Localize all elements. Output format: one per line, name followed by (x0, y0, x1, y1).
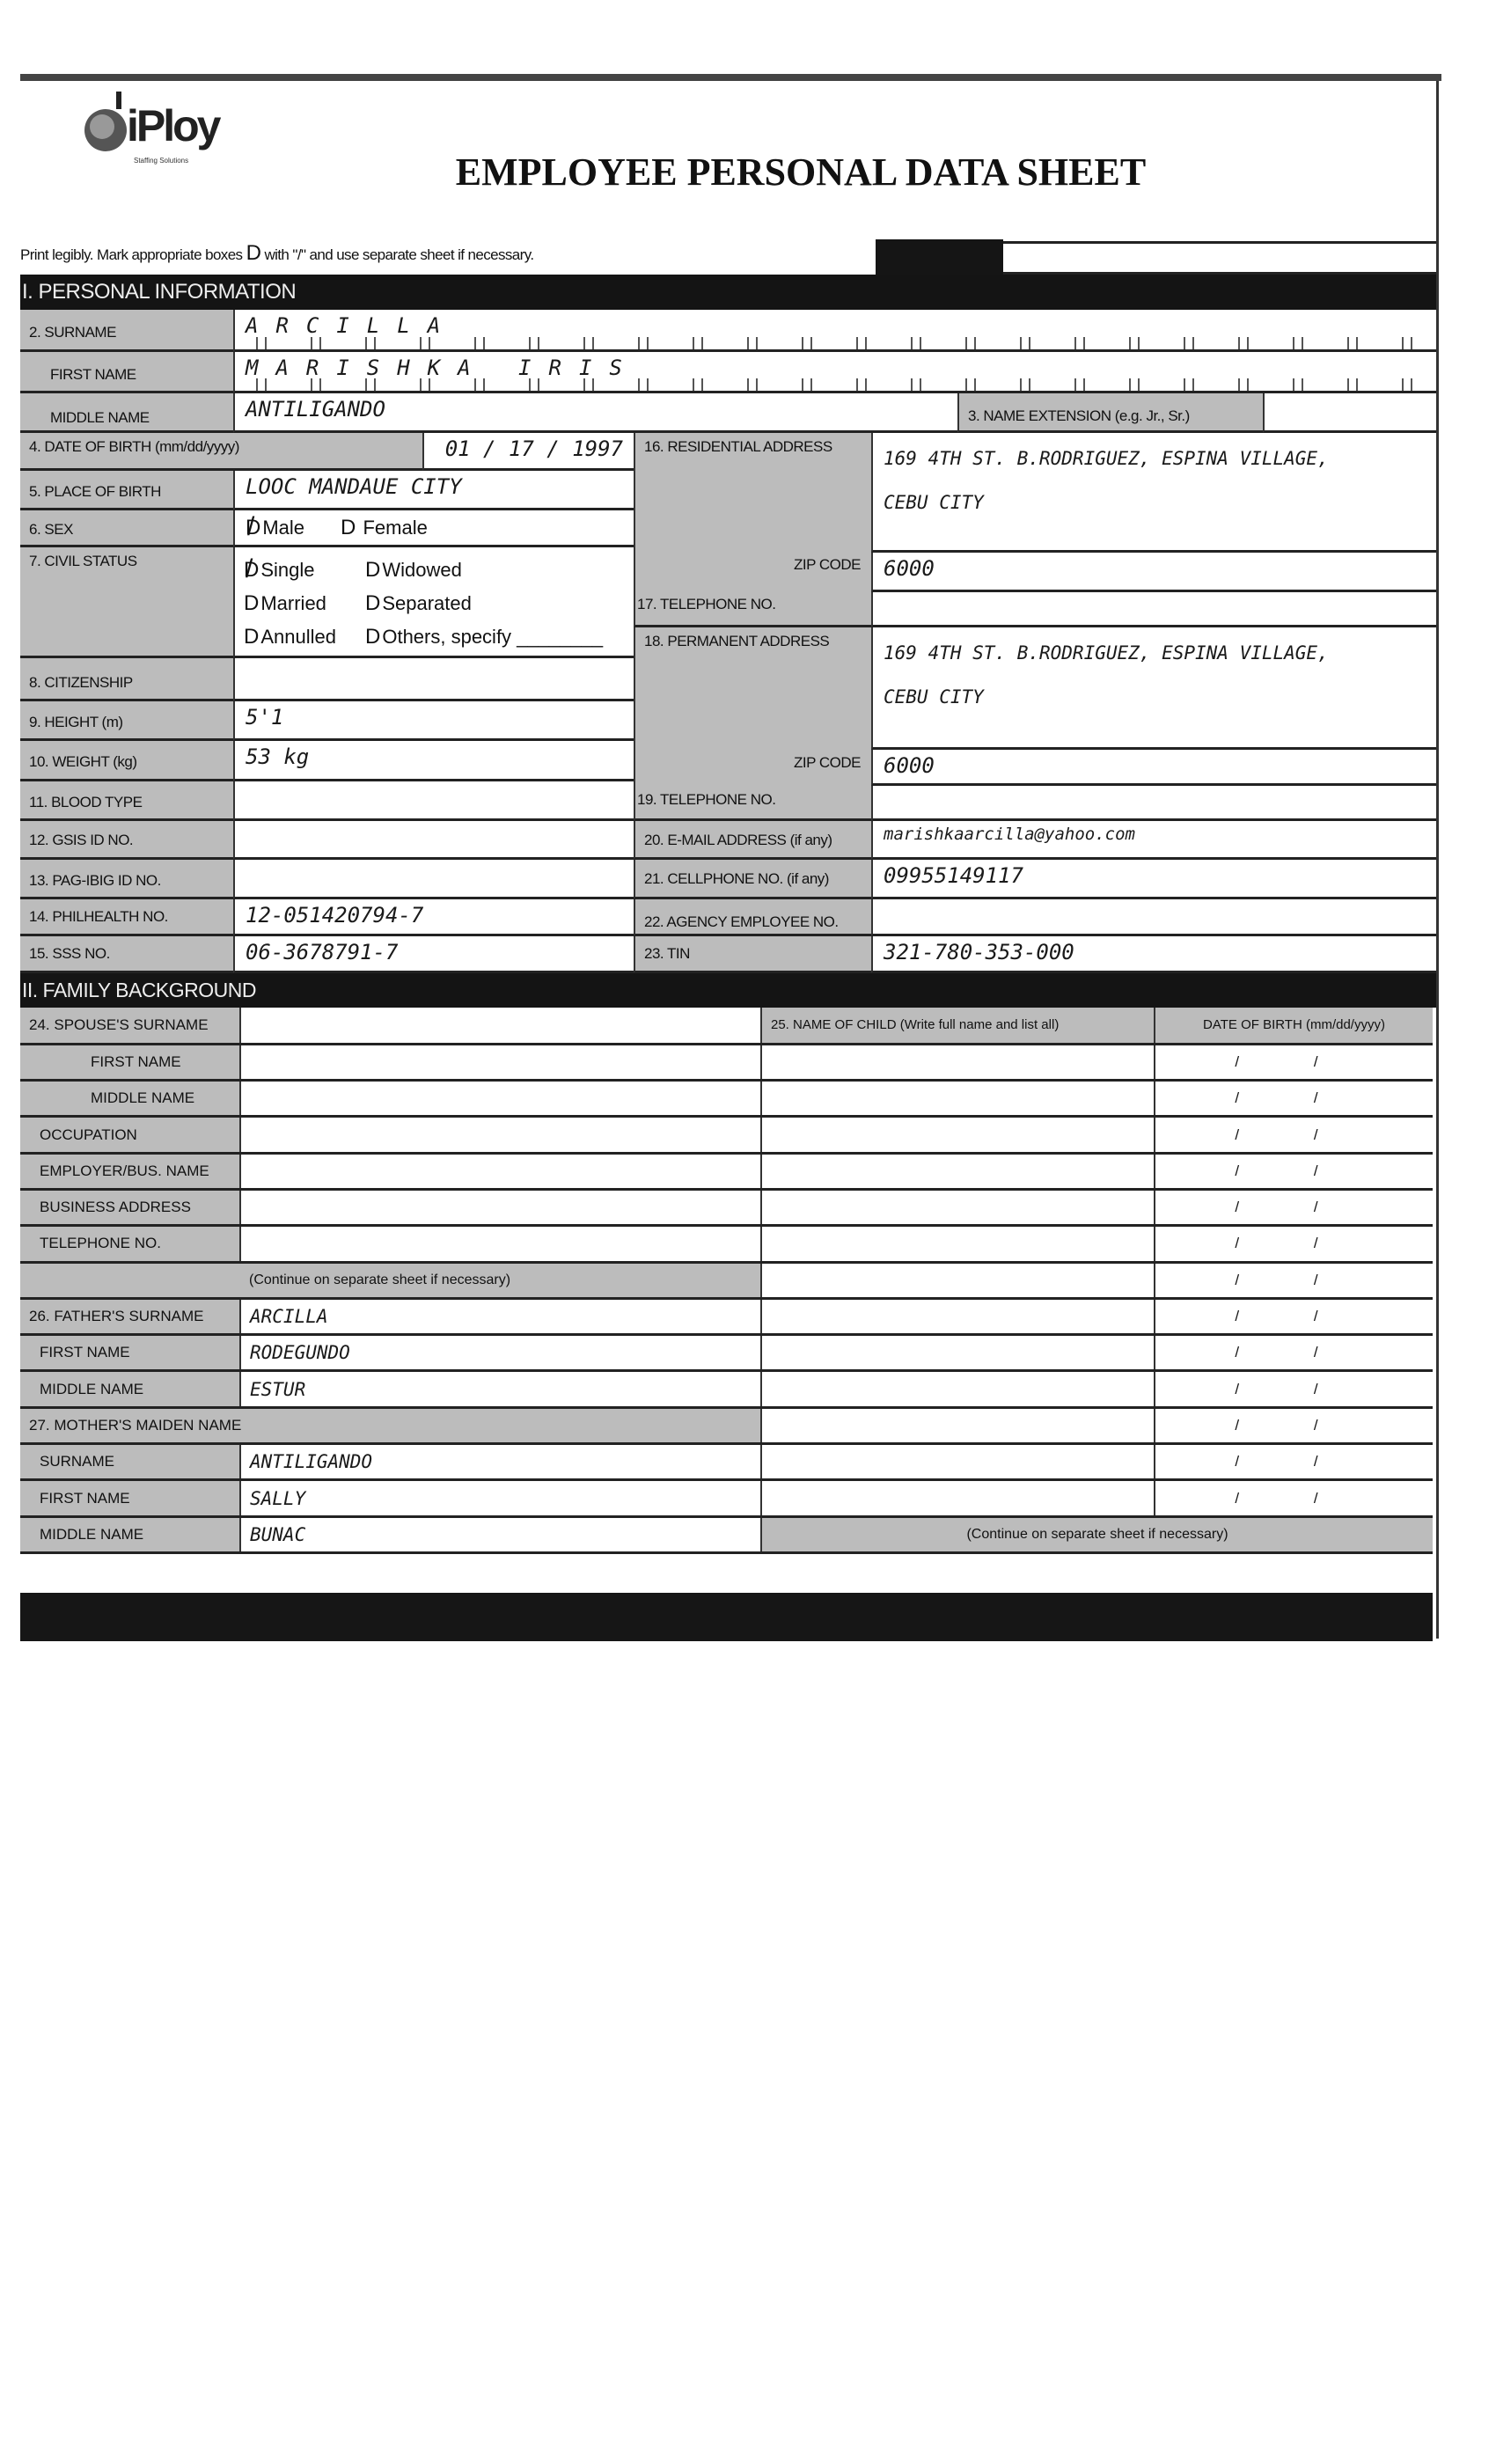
blood-type-label: 11. BLOOD TYPE (20, 781, 233, 821)
family-row (20, 1117, 1433, 1153)
family-field-label: SURNAME (20, 1444, 240, 1480)
option-label: Married (260, 592, 326, 614)
family-field-label: MIDDLE NAME (20, 1516, 240, 1552)
civil-status-others[interactable]: DOthers, specify ________ (365, 625, 604, 649)
height-field[interactable]: 5'1 (233, 701, 634, 741)
child-name-field[interactable] (761, 1153, 1155, 1189)
logo-tagline: Staffing Solutions (134, 157, 189, 165)
family-row (20, 1044, 1433, 1080)
page-title: EMPLOYEE PERSONAL DATA SHEET (455, 150, 1147, 194)
child-dob-field[interactable]: / / (1155, 1335, 1433, 1371)
child-dob-field[interactable]: / / (1155, 1371, 1433, 1407)
child-name-field[interactable] (761, 1335, 1155, 1371)
family-field-value[interactable] (240, 1153, 761, 1189)
family-field-label: MIDDLE NAME (20, 1081, 240, 1117)
surname-field[interactable]: ARCILLA (233, 310, 1436, 352)
child-dob-field[interactable]: / / (1155, 1262, 1433, 1298)
child-dob-field[interactable]: / / (1155, 1444, 1433, 1480)
child-name-field[interactable] (761, 1298, 1155, 1334)
checkbox[interactable]: D (365, 625, 381, 649)
sex-male-option[interactable] (246, 516, 304, 540)
child-name-field[interactable] (761, 1081, 1155, 1117)
family-field-label: BUSINESS ADDRESS (20, 1189, 240, 1225)
page-right-border (1436, 81, 1439, 1639)
child-name-field[interactable] (761, 1262, 1155, 1298)
child-dob-field[interactable]: / / (1155, 1117, 1433, 1153)
tin-field[interactable]: 321-780-353-000 (871, 936, 1436, 973)
option-label: Separated (382, 592, 472, 614)
family-row (20, 1081, 1433, 1117)
weight-label: 10. WEIGHT (kg) (20, 741, 233, 781)
family-row (20, 1262, 1433, 1298)
telephone-17-label: 17. TELEPHONE NO. (637, 596, 776, 612)
checkbox[interactable]: D (244, 625, 260, 649)
permanent-zip-field[interactable]: 6000 (871, 750, 1436, 786)
agency-employee-no-label: 22. AGENCY EMPLOYEE NO. (634, 899, 871, 936)
family-field-value[interactable] (240, 1226, 761, 1262)
family-field-value[interactable] (240, 1117, 761, 1153)
family-field-label: FIRST NAME (20, 1044, 240, 1080)
email-field[interactable]: marishkaarcilla@yahoo.com (871, 821, 1436, 860)
zip-code-label: ZIP CODE (794, 556, 861, 573)
option-label: Annulled (260, 626, 336, 648)
child-dob-field[interactable]: / / (1155, 1153, 1433, 1189)
child-dob-field[interactable]: / / (1155, 1189, 1433, 1225)
family-field-value[interactable]: ARCILLA (240, 1298, 761, 1334)
cellphone-label: 21. CELLPHONE NO. (if any) (634, 860, 871, 899)
civil-status-single[interactable] (244, 558, 315, 583)
checkbox[interactable]: D (244, 591, 260, 615)
section-family-background: II. FAMILY BACKGROUND (20, 973, 1436, 1008)
option-label: Male (262, 517, 305, 539)
permanent-address-field[interactable] (871, 627, 1436, 750)
instructions-text: Print legibly. Mark appropriate boxes (20, 246, 243, 263)
residential-address-label (634, 433, 871, 627)
place-of-birth-field[interactable]: LOOC MANDAUE CITY (233, 471, 634, 510)
family-field-label: 24. SPOUSE'S SURNAME (20, 1008, 240, 1044)
checkbox[interactable]: D (365, 591, 381, 615)
option-label: Single (260, 559, 315, 581)
zip-code-label: ZIP CODE (794, 754, 861, 771)
civil-status-married[interactable] (244, 591, 326, 616)
middle-name-field[interactable]: ANTILIGANDO (233, 393, 957, 433)
citizenship-label: 8. CITIZENSHIP (20, 658, 233, 701)
option-label: Widowed (382, 559, 462, 581)
first-name-label: FIRST NAME (20, 352, 233, 393)
child-name-field[interactable] (761, 1189, 1155, 1225)
family-row (20, 1335, 1433, 1371)
family-field-label: 26. FATHER'S SURNAME (20, 1298, 240, 1334)
instructions (20, 241, 533, 266)
dob-label: 4. DATE OF BIRTH (mm/dd/yyyy) (20, 433, 422, 471)
family-field-value[interactable] (240, 1008, 761, 1044)
family-field-label: EMPLOYER/BUS. NAME (20, 1153, 240, 1189)
child-name-field[interactable] (761, 1371, 1155, 1407)
page-top-border (20, 74, 1441, 81)
checkbox-glyph: D (246, 241, 261, 265)
name-extension-field[interactable] (1263, 393, 1436, 433)
family-field-label: TELEPHONE NO. (20, 1226, 240, 1262)
family-field-value[interactable] (240, 1044, 761, 1080)
family-row (20, 1407, 1433, 1443)
email-label: 20. E-MAIL ADDRESS (if any) (634, 821, 871, 860)
civil-status-annulled[interactable] (244, 625, 336, 649)
family-row (20, 1480, 1433, 1516)
child-dob-field[interactable]: / / (1155, 1226, 1433, 1262)
name-extension-label: 3. NAME EXTENSION (e.g. Jr., Sr.) (957, 393, 1263, 433)
office-use-field[interactable] (1003, 241, 1436, 275)
residential-zip-field[interactable]: 6000 (871, 553, 1436, 592)
permanent-address-title: 18. PERMANENT ADDRESS (644, 633, 830, 649)
child-name-header: 25. NAME OF CHILD (Write full name and list all) (761, 1008, 1155, 1044)
blood-type-field[interactable] (233, 781, 634, 821)
middle-name-label: MIDDLE NAME (20, 393, 233, 433)
philhealth-label: 14. PHILHEALTH NO. (20, 899, 233, 936)
family-field-value[interactable] (240, 1081, 761, 1117)
civil-status-widowed[interactable] (365, 558, 462, 583)
option-label: Others, specify (382, 626, 512, 648)
pagibig-field[interactable] (233, 860, 634, 899)
sex-field (233, 510, 634, 547)
child-name-field[interactable] (761, 1480, 1155, 1516)
residential-address-field[interactable] (871, 433, 1436, 553)
family-field-label: FIRST NAME (20, 1335, 240, 1371)
gsis-field[interactable] (233, 821, 634, 860)
family-row (20, 1444, 1433, 1480)
family-field-value[interactable]: RODEGUNDO (240, 1335, 761, 1371)
child-name-field[interactable] (761, 1444, 1155, 1480)
agency-employee-no-field[interactable] (871, 899, 1436, 936)
child-dob-header: DATE OF BIRTH (mm/dd/yyyy) (1155, 1008, 1433, 1044)
family-row (20, 1298, 1433, 1334)
civil-status-separated[interactable] (365, 591, 472, 616)
surname-label: 2. SURNAME (20, 310, 233, 352)
instructions-text-end: with "/" and use separate sheet if necessary. (264, 246, 534, 263)
residential-address-line1: 169 4TH ST. B.RODRIGUEZ, ESPINA VILLAGE, (884, 448, 1329, 469)
family-row (20, 1008, 1433, 1044)
child-name-field[interactable] (761, 1407, 1155, 1443)
place-of-birth-label: 5. PLACE OF BIRTH (20, 471, 233, 510)
sss-label: 15. SSS NO. (20, 936, 233, 973)
logo-text: iPloy (127, 101, 219, 150)
first-name-field[interactable]: MARISHKA IRIS (233, 352, 1436, 393)
family-row (20, 1371, 1433, 1407)
sss-field[interactable]: 06-3678791-7 (233, 936, 634, 973)
family-field-value[interactable] (240, 1189, 761, 1225)
child-dob-field[interactable]: / / (1155, 1407, 1433, 1443)
family-field-label: FIRST NAME (20, 1480, 240, 1516)
bottom-black-bar (20, 1593, 1433, 1641)
family-field-label: MIDDLE NAME (20, 1371, 240, 1407)
weight-field[interactable]: 53 kg (233, 741, 634, 781)
family-row (20, 1516, 1433, 1552)
checkbox[interactable]: D (341, 516, 356, 539)
child-dob-field[interactable]: / / (1155, 1480, 1433, 1516)
citizenship-field[interactable] (233, 658, 634, 701)
height-label: 9. HEIGHT (m) (20, 701, 233, 741)
telephone-19-field[interactable] (871, 786, 1436, 821)
children-continue-note: (Continue on separate sheet if necessary) (761, 1516, 1433, 1552)
checkbox-checked[interactable]: D / (244, 558, 259, 583)
checkbox[interactable]: D (365, 558, 381, 582)
permanent-address-label (634, 627, 871, 821)
mother-maiden-name-header: 27. MOTHER'S MAIDEN NAME (20, 1407, 761, 1443)
child-name-field[interactable] (761, 1117, 1155, 1153)
sex-label: 6. SEX (20, 510, 233, 547)
dob-field[interactable]: 01 / 17 / 1997 (422, 433, 634, 471)
section-personal-information: I. PERSONAL INFORMATION (20, 275, 1436, 310)
family-field-label: OCCUPATION (20, 1117, 240, 1153)
civil-status-label: 7. CIVIL STATUS (20, 547, 233, 658)
office-use-black-box (876, 239, 1003, 276)
residential-address-title: 16. RESIDENTIAL ADDRESS (644, 438, 832, 455)
family-field-value[interactable]: BUNAC (240, 1516, 761, 1552)
sex-female-option[interactable] (341, 516, 428, 540)
telephone-17-field[interactable] (871, 592, 1436, 627)
permanent-address-line2: CEBU CITY (884, 686, 984, 708)
family-row (20, 1226, 1433, 1262)
philhealth-field[interactable]: 12-051420794-7 (233, 899, 634, 936)
residential-address-line2: CEBU CITY (884, 492, 984, 513)
cellphone-field[interactable]: 09955149117 (871, 860, 1436, 899)
family-field-value[interactable]: ESTUR (240, 1371, 761, 1407)
child-dob-field[interactable]: / / (1155, 1081, 1433, 1117)
civil-status-field (233, 547, 634, 658)
family-row (20, 1153, 1433, 1189)
family-row (20, 1189, 1433, 1225)
child-name-field[interactable] (761, 1044, 1155, 1080)
family-background-table (20, 1008, 1433, 1554)
telephone-19-label: 19. TELEPHONE NO. (637, 791, 776, 808)
checkbox-checked[interactable]: D / (246, 516, 260, 540)
option-label: Female (363, 517, 428, 539)
pagibig-label: 13. PAG-IBIG ID NO. (20, 860, 233, 899)
continue-note: (Continue on separate sheet if necessary) (20, 1262, 761, 1298)
family-field-value[interactable]: SALLY (240, 1480, 761, 1516)
permanent-address-line1: 169 4TH ST. B.RODRIGUEZ, ESPINA VILLAGE, (884, 642, 1329, 664)
family-field-value[interactable]: ANTILIGANDO (240, 1444, 761, 1480)
gsis-label: 12. GSIS ID NO. (20, 821, 233, 860)
child-dob-field[interactable]: / / (1155, 1298, 1433, 1334)
child-dob-field[interactable]: / / (1155, 1044, 1433, 1080)
tin-label: 23. TIN (634, 936, 871, 973)
child-name-field[interactable] (761, 1226, 1155, 1262)
